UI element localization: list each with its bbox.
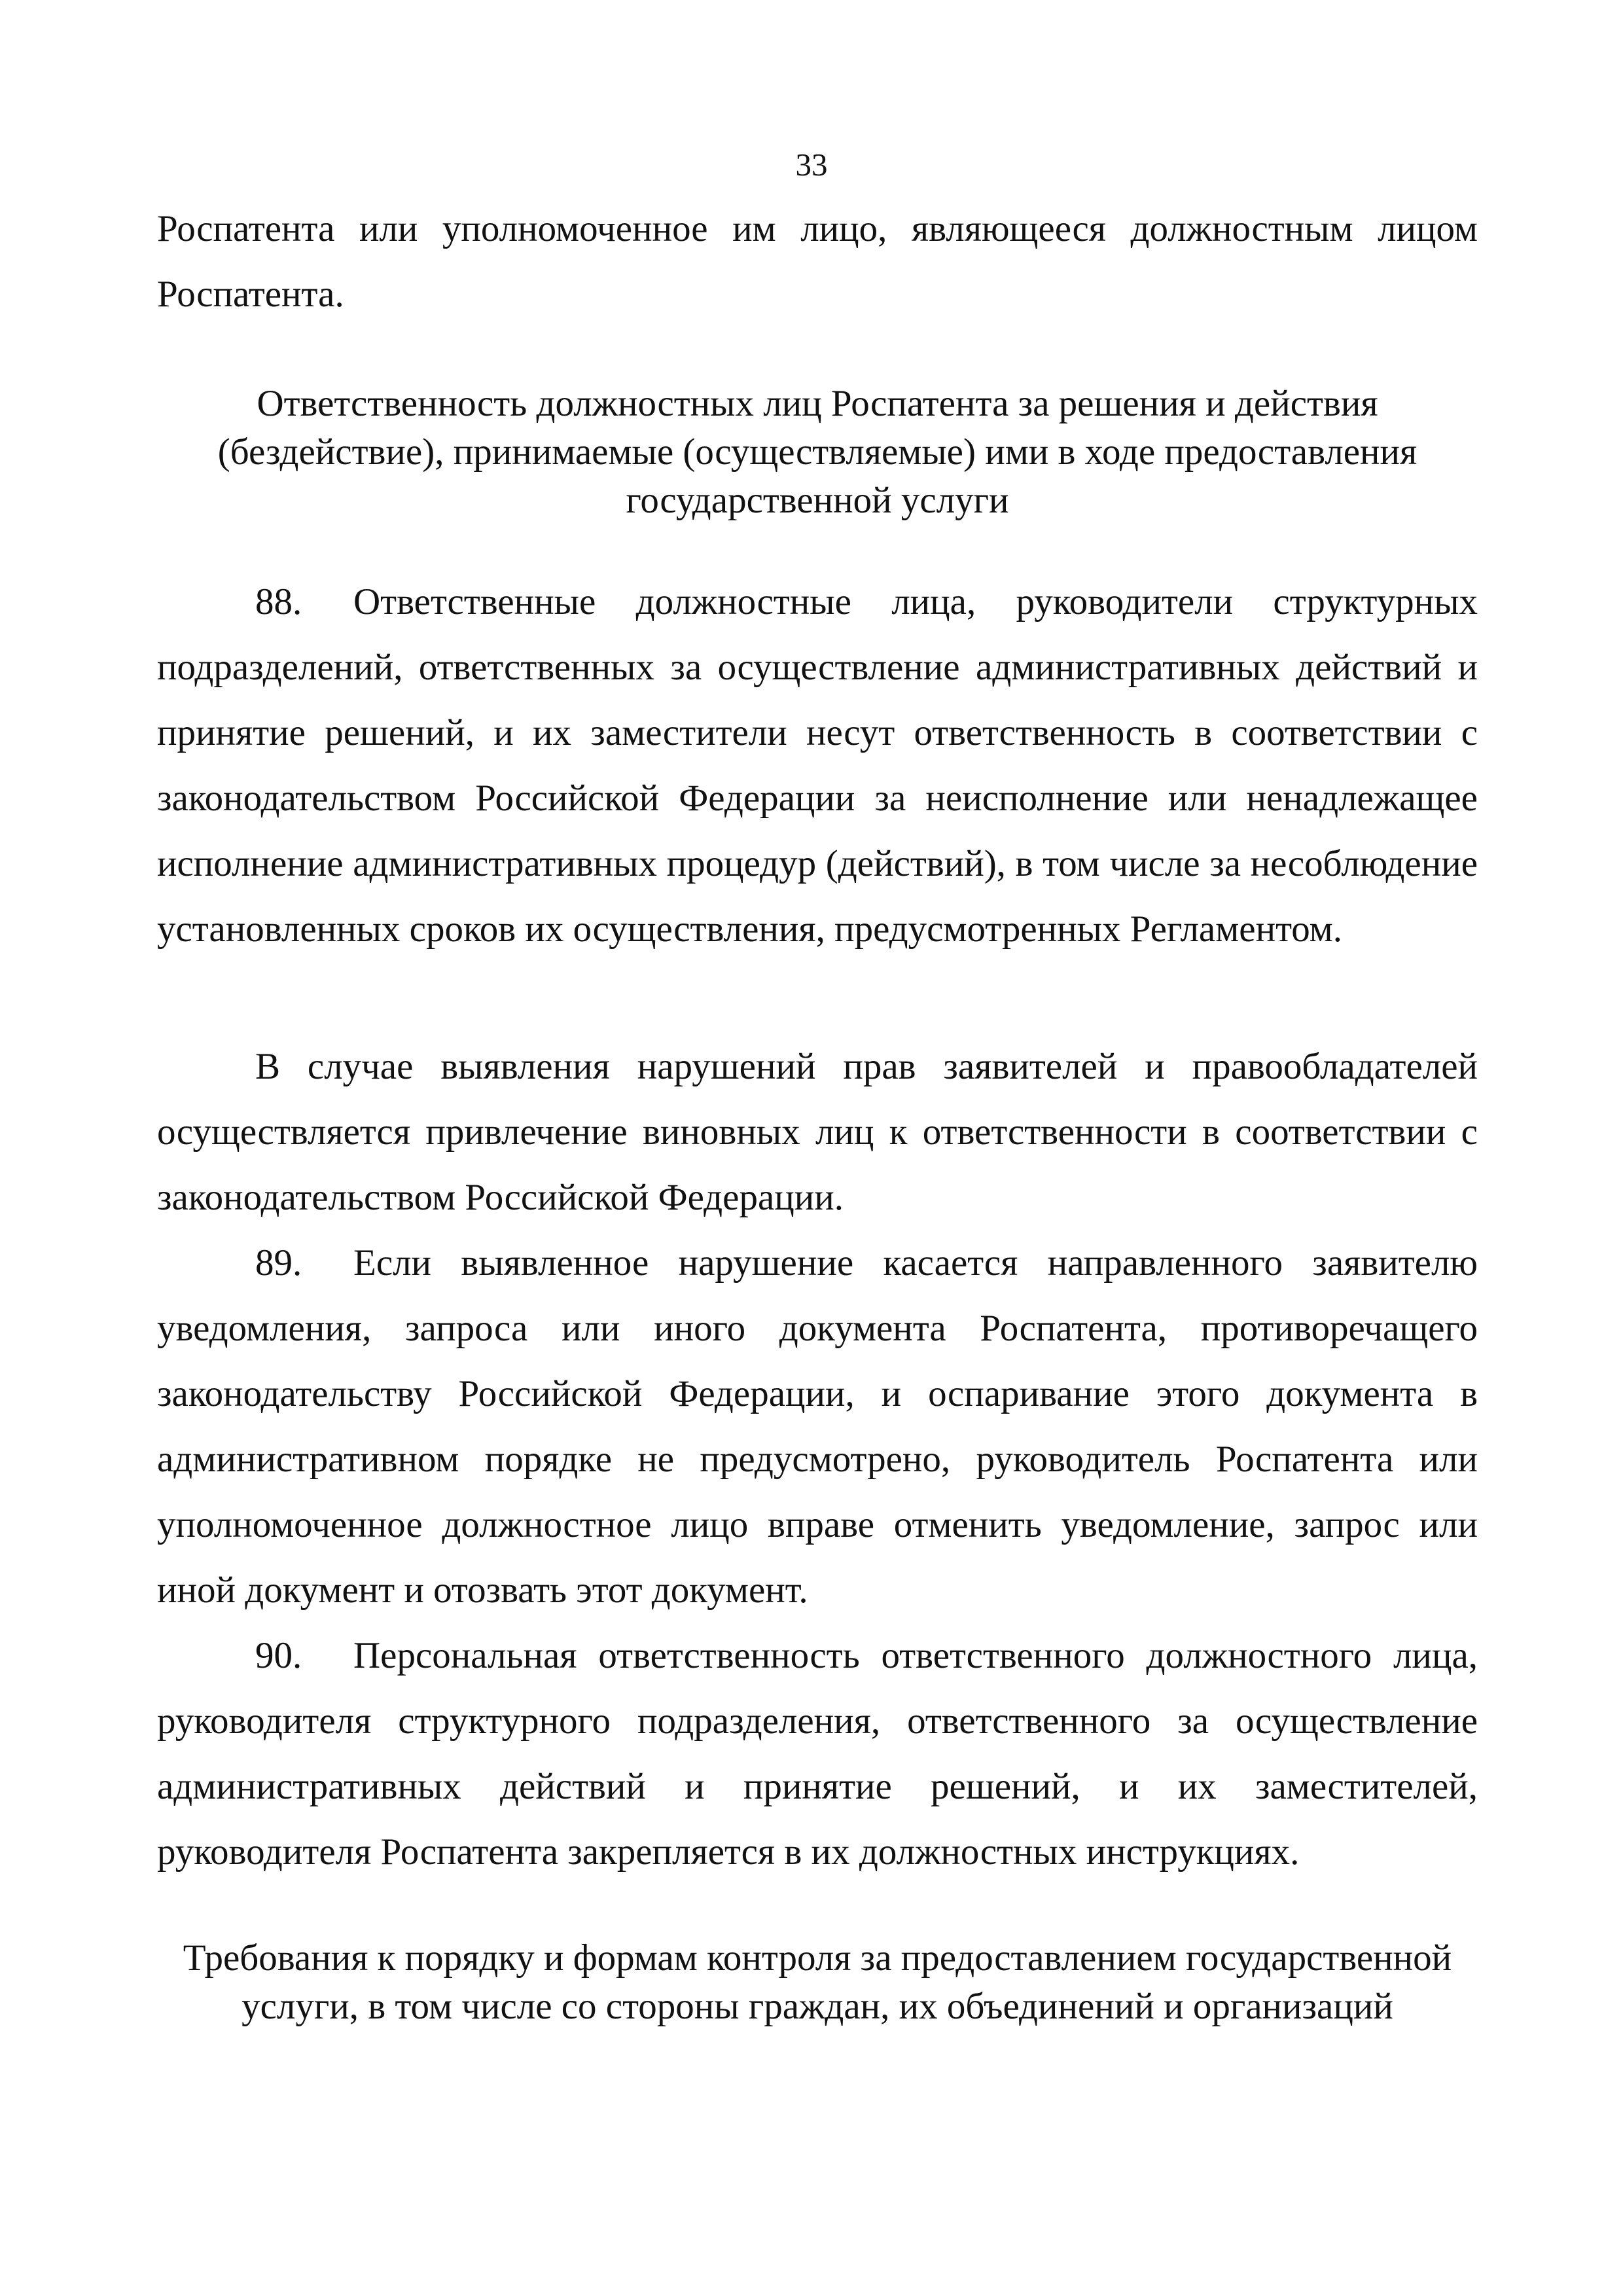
page-number: 33 — [795, 147, 828, 183]
item-88 — [157, 569, 1478, 962]
section-heading-control — [157, 1934, 1478, 2031]
heading-line: государственной услуги — [626, 480, 1009, 521]
item-88-continued — [157, 1034, 1478, 1230]
item-text: Персональная ответственность ответственного должностного лица, руководителя структурного подразделения, ответственного за осуществление административных действий и принятие решений, и их заместителей, руководителя Роспатента закрепляется в их должностных инструкциях. — [157, 1635, 1478, 1873]
item-number: 90. — [255, 1635, 302, 1676]
item-number: 88. — [255, 581, 302, 622]
heading-line: Требования к порядку и формам контроля за предоставлением государственной — [183, 1937, 1452, 1979]
item-text: Ответственные должностные лица, руководители структурных подразделений, ответственных за осуществление административных действий и принятие решений, и их заместители несут ответственность в соответствии с законодательством Российской Федерации за неисполнение или ненадлежащее исполнение административных процедур (действий), в том числе за несоблюдение установленных сроков их осуществления, предусмотренных Регламентом. — [157, 581, 1478, 950]
section-heading-responsibility — [157, 380, 1478, 525]
item-text: Если выявленное нарушение касается направленного заявителю уведомления, запроса или иного документа Роспатента, противоречащего законодательству Российской Федерации, и оспаривание этого документа в административном порядке не предусмотрено, руководитель Роспатента или уполномоченное должностное лицо вправе отменить уведомление, запрос или иной документ и отозвать этот документ. — [157, 1242, 1478, 1611]
item-text: В случае выявления нарушений прав заявителей и правообладателей осуществляется привлечение виновных лиц к ответственности в соответствии с законодательством Российской Федерации. — [157, 1046, 1478, 1218]
heading-line: (бездействие), принимаемые (осуществляемые) ими в ходе предоставления — [217, 431, 1418, 473]
heading-line: услуги, в том числе со стороны граждан, их объединений и организаций — [241, 1986, 1393, 2027]
item-90 — [157, 1623, 1478, 1885]
continuation-paragraph — [157, 196, 1478, 327]
item-number: 89. — [255, 1242, 302, 1283]
heading-line: Ответственность должностных лиц Роспатента за решения и действия — [257, 383, 1378, 424]
item-89 — [157, 1230, 1478, 1623]
continuation-text: Роспатента или уполномоченное им лицо, являющееся должностным лицом Роспатента. — [157, 208, 1478, 315]
